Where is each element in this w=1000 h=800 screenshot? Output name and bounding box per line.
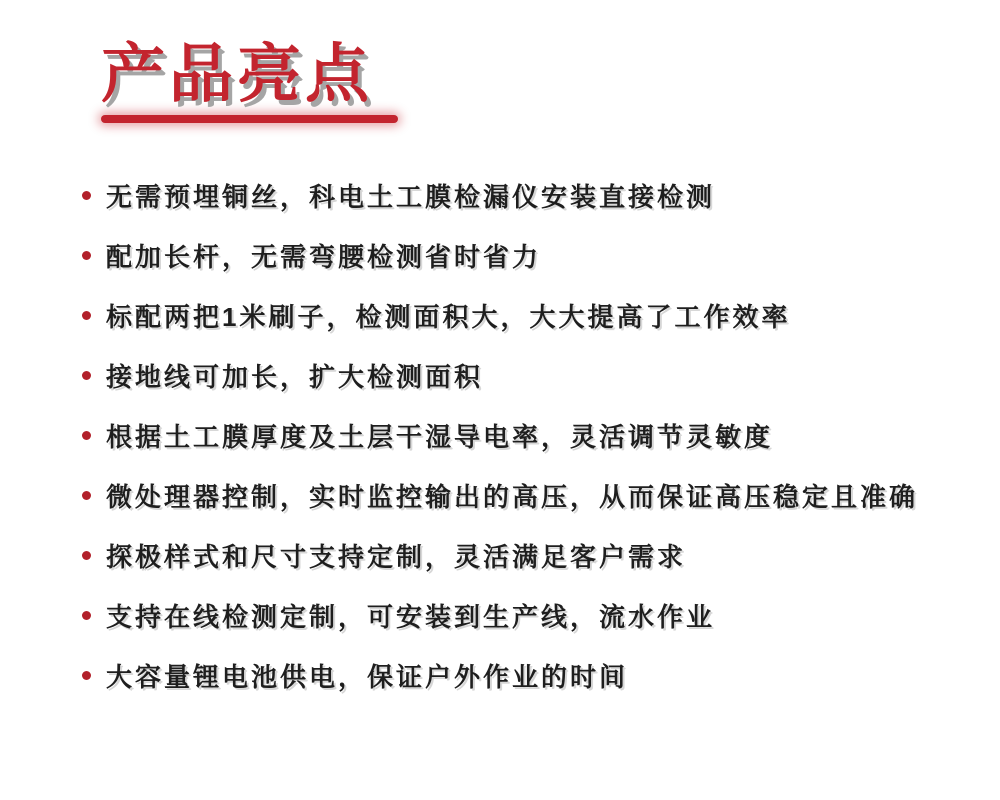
page-title: 产品亮点	[101, 38, 373, 110]
highlight-text: 接地线可加长，扩大检测面积	[106, 361, 484, 392]
list-item	[82, 420, 1000, 450]
highlight-text: 微处理器控制，实时监控输出的高压，从而保证高压稳定且准确	[106, 481, 919, 512]
bullet-icon	[82, 251, 91, 260]
list-item	[82, 360, 1000, 390]
bullet-icon	[82, 671, 91, 680]
highlight-text: 支持在线检测定制，可安装到生产线，流水作业	[106, 601, 716, 632]
highlight-text: 大容量锂电池供电，保证户外作业的时间	[106, 661, 629, 692]
title-underline	[101, 115, 398, 123]
bullet-icon	[82, 191, 91, 200]
bullet-icon	[82, 611, 91, 620]
highlight-text: 无需预埋铜丝，科电土工膜检漏仪安装直接检测	[106, 181, 716, 212]
list-item	[82, 540, 1000, 570]
bullet-icon	[82, 311, 91, 320]
list-item	[82, 600, 1000, 630]
bullet-icon	[82, 551, 91, 560]
bullet-icon	[82, 491, 91, 500]
list-item	[82, 300, 1000, 330]
highlight-text: 标配两把1米刷子，检测面积大，大大提高了工作效率	[106, 301, 791, 332]
list-item	[82, 240, 1000, 270]
bullet-icon	[82, 431, 91, 440]
highlight-text: 根据土工膜厚度及土层干湿导电率，灵活调节灵敏度	[106, 421, 774, 452]
header	[0, 0, 1000, 123]
highlight-text: 配加长杆，无需弯腰检测省时省力	[106, 241, 542, 272]
list-item	[82, 660, 1000, 690]
list-item	[82, 180, 1000, 210]
list-item	[82, 480, 1000, 510]
bullet-icon	[82, 371, 91, 380]
highlight-text: 探极样式和尺寸支持定制，灵活满足客户需求	[106, 541, 687, 572]
highlights-list	[0, 180, 1000, 690]
